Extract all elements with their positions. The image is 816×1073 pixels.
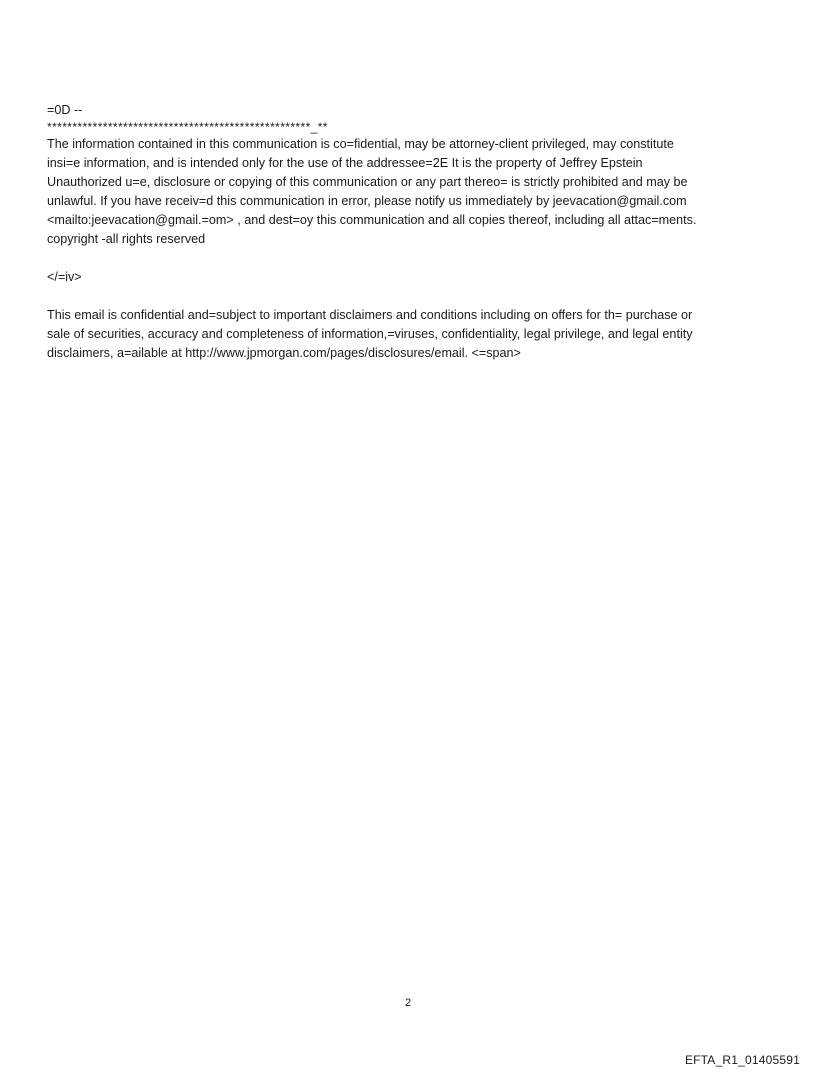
confidentiality-line: insi=e information, and is intended only for the use of the addressee=2E It is the property of Jeffrey Epstein	[47, 156, 643, 170]
disclaimer-line: disclaimers, a=ailable at http://www.jpmorgan.com/pages/disclosures/email. <=span>	[47, 346, 521, 360]
confidentiality-notice	[47, 135, 767, 249]
confidentiality-line: The information contained in this communication is co=fidential, may be attorney-client privileged, may constitute	[47, 137, 674, 151]
jpmorgan-disclaimer	[47, 306, 767, 363]
paragraph-gap	[47, 287, 767, 306]
div-close-tag: </=iv>	[47, 270, 82, 284]
confidentiality-line: copyright -all rights reserved	[47, 232, 206, 246]
confidentiality-line: unlawful. If you have receiv=d this communication in error, please notify us immediately by jeevacation@gmail.com	[47, 194, 687, 208]
email-body	[47, 101, 767, 363]
confidentiality-line: Unauthorized u=e, disclosure or copying of this communication or any part thereo= is strictly prohibited and may be	[47, 175, 688, 189]
document-id: EFTA_R1_01405591	[684, 1053, 800, 1067]
paragraph-gap	[47, 249, 767, 268]
disclaimer-line: sale of securities, accuracy and completeness of information,=viruses, confidentiality, legal privilege, and legal entity	[47, 327, 693, 341]
header-line: =0D --	[47, 103, 83, 117]
disclaimer-line: This email is confidential and=subject to important disclaimers and conditions including on offers for th= purchase or	[47, 308, 693, 322]
asterisk-separator: ****************************************************_**	[47, 120, 328, 134]
page-number: 2	[404, 997, 412, 1009]
confidentiality-line: <mailto:jeevacation@gmail.=om> , and dest=oy this communication and all copies thereof, including all attac=ments.	[47, 213, 697, 227]
